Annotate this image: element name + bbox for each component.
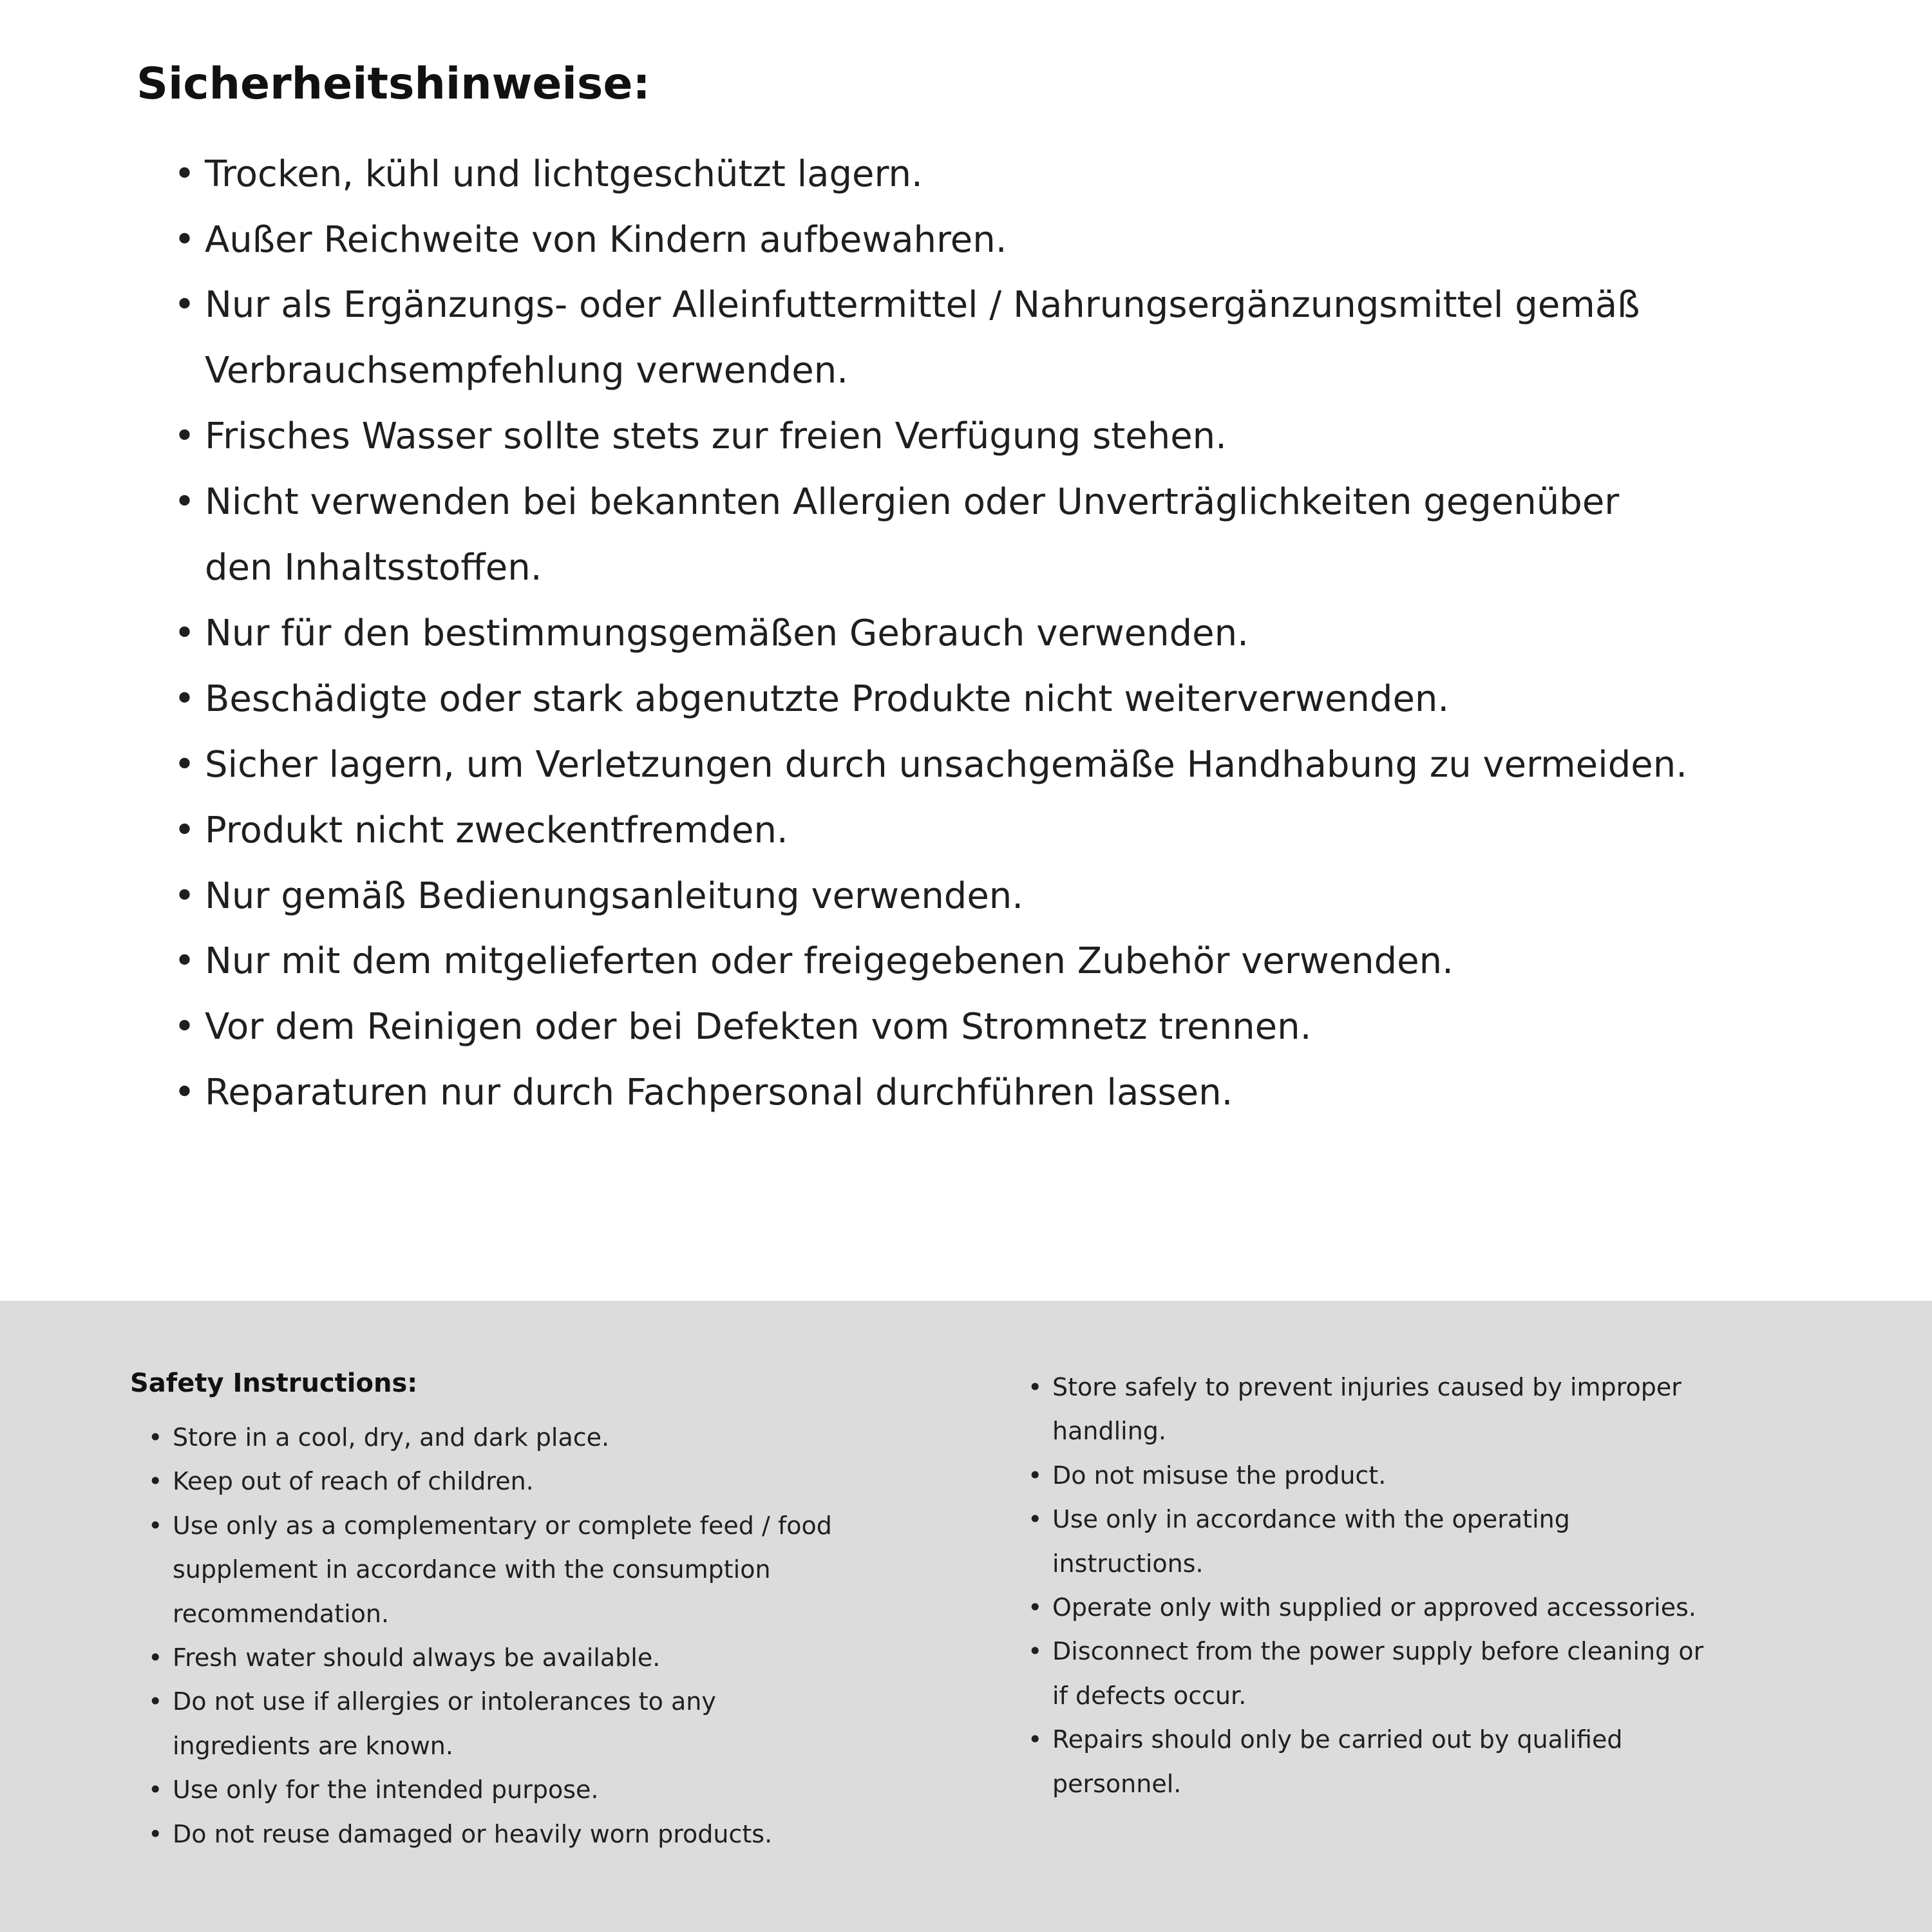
list-item: • Use only for the intended purpose.: [148, 1768, 842, 1812]
list-item: • Produkt nicht zweckentfremden.: [174, 798, 1687, 864]
list-item: • Trocken, kühl und lichtgeschützt lagern.: [174, 142, 1687, 207]
english-safety-list-right: [1028, 1365, 1839, 1806]
list-item: • Use only in accordance with the operating instructions.: [1028, 1497, 1722, 1586]
english-section-title: Safety Instructions:: [130, 1368, 418, 1398]
list-item: • Disconnect from the power supply before cleaning or if defects occur.: [1028, 1629, 1722, 1718]
list-item: • Frisches Wasser sollte stets zur freien Verfügung stehen.: [174, 404, 1687, 469]
list-item: • Sicher lagern, um Verletzungen durch unsachgemäße Handhabung zu vermeiden.: [174, 732, 1687, 798]
list-item: • Beschädigte oder stark abgenutzte Produkte nicht weiterverwenden.: [174, 667, 1687, 732]
list-item: • Do not reuse damaged or heavily worn products.: [148, 1812, 842, 1856]
list-item: • Store safely to prevent injuries caused by improper handling.: [1028, 1365, 1722, 1454]
english-right-column: [1028, 1365, 1839, 1806]
list-item: • Reparaturen nur durch Fachpersonal durchführen lassen.: [174, 1060, 1687, 1126]
list-item: • Nur gemäß Bedienungsanleitung verwenden.: [174, 864, 1687, 929]
list-item: • Nur mit dem mitgelieferten oder freigegebenen Zubehör verwenden.: [174, 929, 1687, 994]
list-item: • Keep out of reach of children.: [148, 1459, 842, 1503]
german-safety-list: [174, 142, 1687, 1126]
english-safety-list-left: [130, 1416, 942, 1856]
list-item: • Fresh water should always be available.: [148, 1636, 842, 1680]
list-item: • Operate only with supplied or approved accessories.: [1028, 1586, 1722, 1629]
list-item: • Use only as a complementary or complete feed / food supplement in accordance with the consumption recommendation.: [148, 1504, 842, 1636]
list-item: • Do not misuse the product.: [1028, 1454, 1722, 1497]
list-item: • Repairs should only be carried out by qualified personnel.: [1028, 1718, 1722, 1806]
list-item: • Nur als Ergänzungs- oder Alleinfuttermittel / Nahrungsergänzungsmittel gemäß Verbrauchsempfehlung verwenden.: [174, 272, 1687, 404]
list-item: • Nur für den bestimmungsgemäßen Gebrauch verwenden.: [174, 601, 1687, 667]
list-item: • Außer Reichweite von Kindern aufbewahren.: [174, 207, 1687, 273]
german-section-title: Sicherheitshinweise:: [137, 59, 650, 109]
list-item: • Nicht verwenden bei bekannten Allergien oder Unverträglichkeiten gegenüber den Inhaltsstoffen.: [174, 469, 1687, 601]
english-left-column: [130, 1365, 942, 1856]
english-safety-section: [0, 1301, 1932, 1932]
list-item: • Do not use if allergies or intolerances to any ingredients are known.: [148, 1680, 842, 1768]
list-item: • Vor dem Reinigen oder bei Defekten vom Stromnetz trennen.: [174, 994, 1687, 1060]
list-item: • Store in a cool, dry, and dark place.: [148, 1416, 842, 1459]
